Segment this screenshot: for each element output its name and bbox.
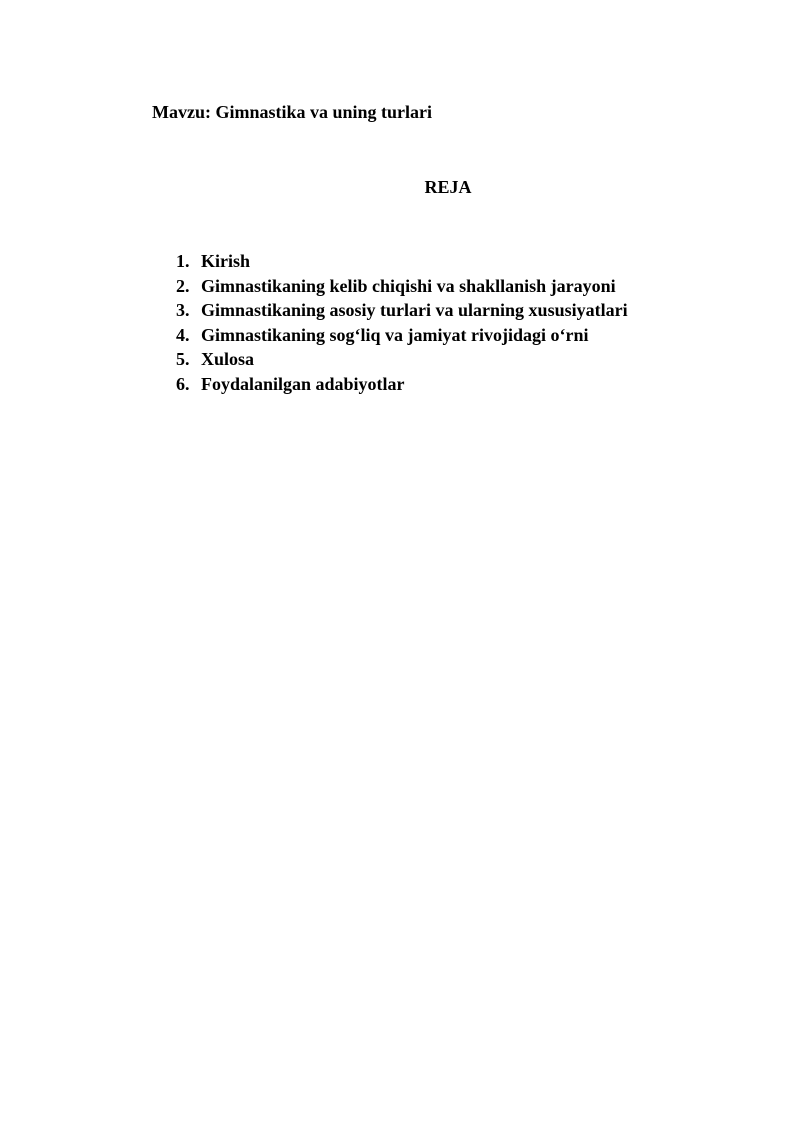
plan-item [176,249,628,274]
plan-item-number: 6. [176,373,190,394]
plan-heading: REJA [424,177,472,197]
plan-item-number: 1. [176,251,190,271]
plan-item-text: Gimnastikaning asosiy turlari va ularning xususiyatlari [201,300,628,321]
plan-item-number: 5. [176,349,190,370]
plan-item-text: Kirish [201,251,251,271]
plan-item [176,323,628,348]
plan-item-text: Xulosa [201,349,255,370]
plan-item [176,347,628,372]
plan-item [176,274,628,299]
plan-item-text: Gimnastikaning sog‘liq va jamiyat rivojidagi o‘rni [201,324,589,345]
plan-item-number: 4. [176,324,190,345]
plan-item-number: 3. [176,300,190,321]
plan-item-number: 2. [176,275,190,296]
plan-item-text: Foydalanilgan adabiyotlar [201,373,405,394]
plan-item [176,372,628,397]
plan-item [176,298,628,323]
plan-item-text: Gimnastikaning kelib chiqishi va shakllanish jarayoni [201,275,616,296]
plan-list [176,249,628,397]
document-title: Mavzu: Gimnastika va uning turlari [152,102,433,122]
